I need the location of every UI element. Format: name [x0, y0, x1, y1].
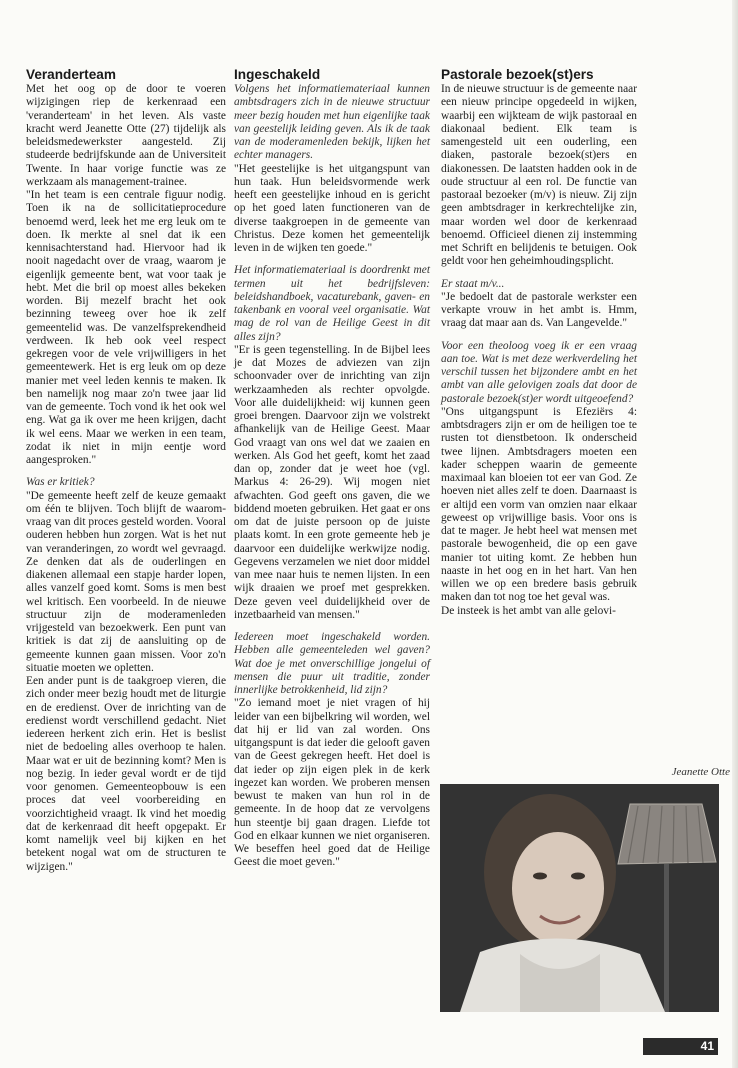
- paragraph: De insteek is het ambt van alle gelovi-: [441, 604, 616, 617]
- column-3: [441, 67, 637, 618]
- paragraph: In de nieuwe structuur is de gemeente naar een nieuw principe opgedeeld in wijken, waarbij een wijkteam de wijk pastoraal en diakonaal bedient. Elk team is samengesteld uit een ouderling, een diaken, pastorale bezoek(st)ers en diakonessen. De laatsten hadden ook in de oude structuur al een rol. De functie van pastoraal bezoeker (m/v) is nieuw. Zij zijn geen ambtsdrager in kerkrechtelijke zin, maar worden wel door de kerkenraad benoemd. Officieel dienen zij instemming met Schrift en belijdenis te betuigen. Ook geldt voor hen geheimhoudingsplicht.: [441, 83, 637, 268]
- question: Iedereen moet ingeschakeld worden. Hebben alle gemeenteleden wel gaven? Wat doe je met onverschillige jongelui of mensen die puur uit traditie, zonder innerlijke betrokkenheid, lid zijn?: [234, 631, 430, 696]
- question: Was er kritiek?: [26, 476, 95, 489]
- question: Volgens het informatiemateriaal kunnen ambtsdragers zich in de nieuwe structuur meer bezig houden met hun eigenlijke taak van geestelijk leiding geven. Als ik de taak van de moderamenleden bekijk, lijken het echter managers.: [234, 83, 430, 162]
- page-number: 41: [643, 1038, 718, 1055]
- heading-veranderteam: Veranderteam: [26, 67, 116, 82]
- paragraph: "Het geestelijke is het uitgangspunt van hun taak. Hun beleidsvormende werk heeft een geestelijke inhoud en is gericht op het goed laten functioneren van de diverse taakgroepen in de gemeente van Christus. Deze komen het gemeentelijk leven in de wijken ten goede.": [234, 162, 430, 254]
- paragraph: Met het oog op de door te voeren wijzigingen riep de kerkenraad een 'veranderteam' in het leven. Als vaste kracht werd Jeanette Otte (27) tijdelijk als beleidsmedewerkster aangesteld. Zij studeerde bedrijfskunde aan de Universiteit Twente. In haar vorige functie was ze werkzaam als management-trainee.: [26, 83, 226, 188]
- question: Voor een theoloog voeg ik er een vraag aan toe. Wat is met deze werkverdeling het verschil tussen het bijzondere ambt en het ambt van alle gelovigen zoals dat door de pastorale bezoek(st)er wordt uitgeoefend?: [441, 339, 637, 405]
- heading-ingeschakeld: Ingeschakeld: [234, 67, 321, 82]
- paragraph: "In het team is een centrale figuur nodig. Toen ik na de sollicitatieprocedure benoemd werd, leek het me erg leuk om te doen. Ik merkte al snel dat ik een kennisachterstand had. Hiervoor had ik nooit nagedacht over de vraag, waarom je eigenlijk gemeente bent, wat voor taak je hebt. Met die bril op moest alles bekeken worden. Bij mezelf bracht het ook bezinning teweeg over hoe ik zelf gemeentelid was. De vanzelfsprekendheid verdween. Ik heb ook veel respect gekregen voor de vele vrijwilligers in het gemeentewerk. Het is erg leuk om op deze manier met veel leden kennis te maken. Ik ben namelijk nog maar zo'n twee jaar lid van de gemeente. Toch vond ik het ook wel eng. Wat ga ik over me heen krijgen, dacht ik wel eens. Maar we werken in een team, zodat ik niet in mijn eentje word aangesproken.": [26, 189, 226, 466]
- paragraph: "Er is geen tegenstelling. In de Bijbel lees je dat Mozes de adviezen van zijn schoonvader over de inrichting van zijn werkzaamheden als rechter opvolgde. Voor alle duidelijkheid: wij kunnen geen groei brengen. Daarvoor zijn we volstrekt afhankelijk van de Heilige Geest. Maar God vraagt van ons wel dat we zaaien en werken. Als God het geeft, komt het zaad dan op, zonder dat je weet hoe (vgl. Markus 4: 26-29). Wij mogen niet afwachten. God geeft ons gaven, die we biddend moeten gebruiken. Het gaat er ons om dat de juiste persoon op de juiste plaats komt. In een grote gemeente heb je daarvoor een duidelijke werkwijze nodig. Gegevens verzamelen we niet door middel van mee naar huis te nemen lijsten. In een wijk draaien we proef met gesprekken. Deze geven veel duidelijkheid over de inzetbaarheid van mensen.": [234, 343, 430, 621]
- question: Er staat m/v...: [441, 277, 505, 290]
- question: Het informatiemateriaal is doordrenkt met termen uit het bedrijfsleven: beleidshandboek, vacaturebank, gaven- en takenbank en vooral veel organisatie. Wat mag de rol van de Heilige Geest in dit alles zijn?: [234, 264, 430, 343]
- column-2: [234, 67, 430, 870]
- paragraph: "Je bedoelt dat de pastorale werkster een verkapte vrouw in het ambt is. Hmm, vraag dat maar aan ds. Van Langevelde.": [441, 290, 637, 330]
- paragraph: "Zo iemand moet je niet vragen of hij leider van een bijbelkring wil worden, wel dat hij er lid van zal worden. Ons uitgangspunt is dat ieder die gelooft gaven van de Geest gekregen heeft. Het doel is dat ieder op zijn eigen plek in de kerk ingezet kan worden. We proberen mensen bewust te maken van hun rol in de gemeente. In de hoop dat ze vervolgens hun steentje bij gaan dragen. Liefde tot God en elkaar kunnen we niet organiseren. We beseffen heel goed dat de Heilige Geest die moet geven.": [234, 697, 430, 869]
- photo-caption: Jeanette Otte: [671, 766, 730, 778]
- heading-pastorale-bezoekers: Pastorale bezoek(st)ers: [441, 67, 594, 82]
- page-edge-shadow: [732, 0, 738, 1068]
- portrait-illustration: [440, 784, 719, 1012]
- paragraph: "Ons uitgangspunt is Efeziërs 4: ambtsdragers zijn er om de heiligen toe te rusten tot dienstbetoon. Ik onderscheid twee lijnen. Ambtsdragers moeten een kader scheppen waarin de gemeente maximaal kan bloeien tot eer van God. Ze hoeven niet alles zelf te doen. Daarnaast is er altijd een vorm van omzien naar elkaar geweest op vrijwillige basis. Voor ons is dat te mager. Je hebt heel wat mensen met pastorale bewogenheid, die op een gave manier tot uiting komt. Ze hebben hun naaste in het oog en in het hart. Van hen willen we op een bredere basis gebruik maken dan tot nog toe het geval was.: [441, 405, 637, 604]
- paragraph: "De gemeente heeft zelf de keuze gemaakt om één te blijven. Toch blijft de waarom-vraag van dit proces gesteld worden. Vooral ouderen hebben hun zorgen. Wat is het nut van veranderingen, zo wordt wel gevraagd. Ze denken dat als de ouderlingen en diakenen allemaal een stapje harder lopen, alles vanzelf goed komt. Soms is men best wel kritisch. Een voorbeeld. In de nieuwe structuur zijn de moderamenleden vrijgesteld van bezoekwerk. Een punt van kritiek is dat zij de aansluiting op de gemeente kunnen gaan missen. Voor zo'n situatie moeten we opletten.: [26, 489, 226, 674]
- column-1: [26, 67, 226, 874]
- paragraph: Een ander punt is de taakgroep vieren, die zich onder meer bezig houdt met de liturgie en de eredienst. Over de inrichting van de eredienst wordt verschillend gedacht. Niet iedereen herkent zich erin. Het is beslist niet de bedoeling alles overhoop te halen. Maar wat er uit de bezinning komt? Men is nog bezig. In ieder geval wordt er de tijd voor genomen. Gemeenteopbouw is een proces dat veel voorbereiding en voorzichtigheid vraagt. Ik vind het moedig dat de kerkenraad dit heeft opgepakt. Er komt namelijk veel bij kijken en het betekent nogal wat om de structuren te wijzigen.": [26, 675, 226, 873]
- portrait-photo: [440, 784, 719, 1012]
